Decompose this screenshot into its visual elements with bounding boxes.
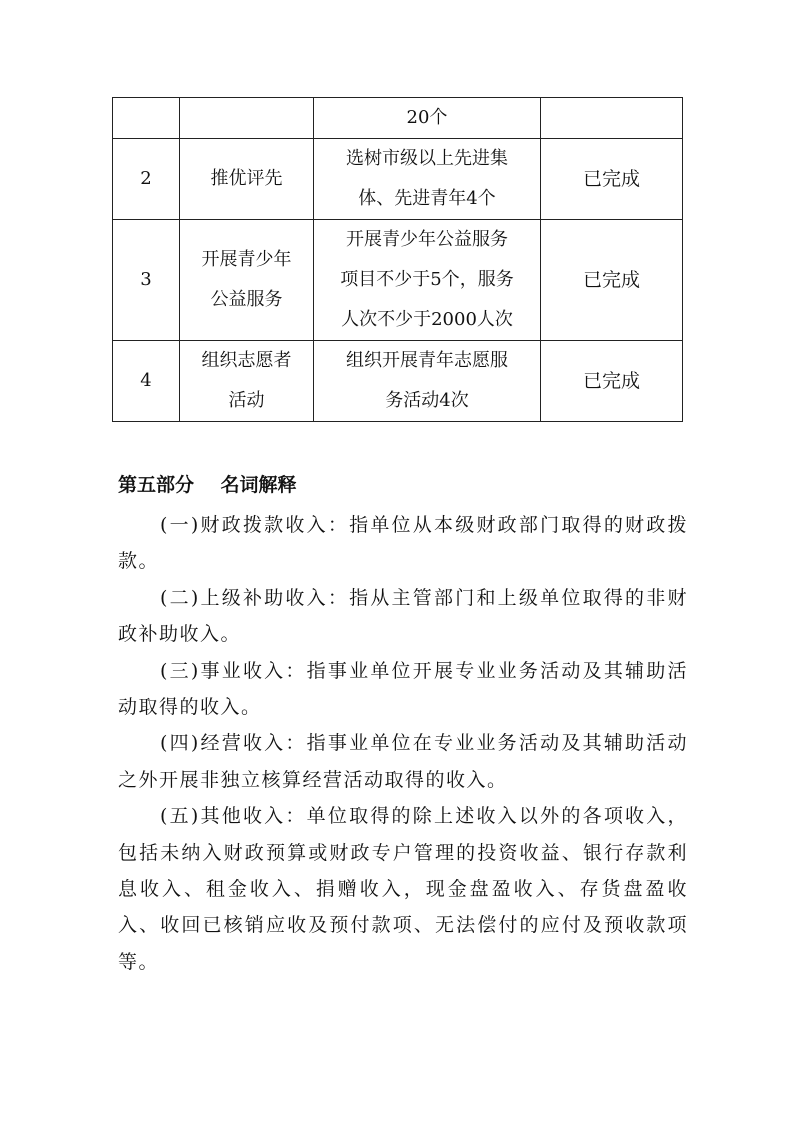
- target-line: 务活动4次: [385, 390, 469, 411]
- target-cell: [314, 98, 541, 139]
- item-name-cell: [180, 220, 314, 341]
- row-number-cell: [113, 98, 180, 139]
- target-line: 体、先进青年4个: [358, 188, 496, 209]
- definition-paragraph: (一)财政拨款收入：指单位从本级财政部门取得的财政拨款。: [118, 514, 688, 573]
- target-line: 开展青少年公益服务: [346, 229, 508, 250]
- definition-paragraph: (四)经营收入：指事业单位在专业业务活动及其辅助活动之外开展非独立核算经营活动取得的收入。: [118, 732, 688, 791]
- target-cell: [314, 139, 541, 220]
- item-name-line: 开展青少年: [201, 249, 292, 270]
- target-line: 项目不少于5个，服务: [340, 269, 514, 290]
- target-line: 选树市级以上先进集: [346, 148, 508, 169]
- target-line: 20个: [406, 107, 448, 128]
- section-title: 第五部分 名词解释: [118, 474, 297, 496]
- definition-paragraph: (三)事业收入：指事业单位开展专业业务活动及其辅助活动取得的收入。: [118, 659, 688, 719]
- row-number-cell: 3: [113, 220, 180, 341]
- item-name-line: 公益服务: [210, 289, 283, 310]
- table-row: [113, 98, 683, 139]
- status-cell: 已完成: [541, 341, 683, 422]
- item-name-cell: [180, 139, 314, 220]
- item-name-line: 推优评先: [210, 168, 283, 189]
- row-number-cell: 2: [113, 139, 180, 220]
- target-line: 人次不少于2000人次: [341, 309, 513, 330]
- definition-paragraph: (五)其他收入：单位取得的除上述收入以外的各项收入，包括未纳入财政预算或财政专户管理的投资收益、银行存款利息收入、租金收入、捐赠收入，现金盘盈收入、存货盘盈收入、收回已核销应收及预付款项、无法偿付的应付及预收款项等。: [118, 805, 688, 973]
- target-cell: [314, 220, 541, 341]
- item-name-line: 组织志愿者: [201, 350, 292, 371]
- definition-paragraph: (二)上级补助收入：指从主管部门和上级单位取得的非财政补助收入。: [118, 586, 688, 646]
- target-line: 组织开展青年志愿服: [346, 350, 508, 371]
- target-cell: [314, 341, 541, 422]
- status-cell: [541, 98, 683, 139]
- item-name-cell: [180, 98, 314, 139]
- item-name-line: 活动: [228, 390, 265, 411]
- definitions-body: [118, 507, 688, 980]
- item-name-cell: [180, 341, 314, 422]
- status-cell: 已完成: [541, 139, 683, 220]
- progress-table: [112, 97, 683, 422]
- table-row: [113, 341, 683, 422]
- row-number-cell: 4: [113, 341, 180, 422]
- table-row: [113, 139, 683, 220]
- status-cell: 已完成: [541, 220, 683, 341]
- table-row: [113, 220, 683, 341]
